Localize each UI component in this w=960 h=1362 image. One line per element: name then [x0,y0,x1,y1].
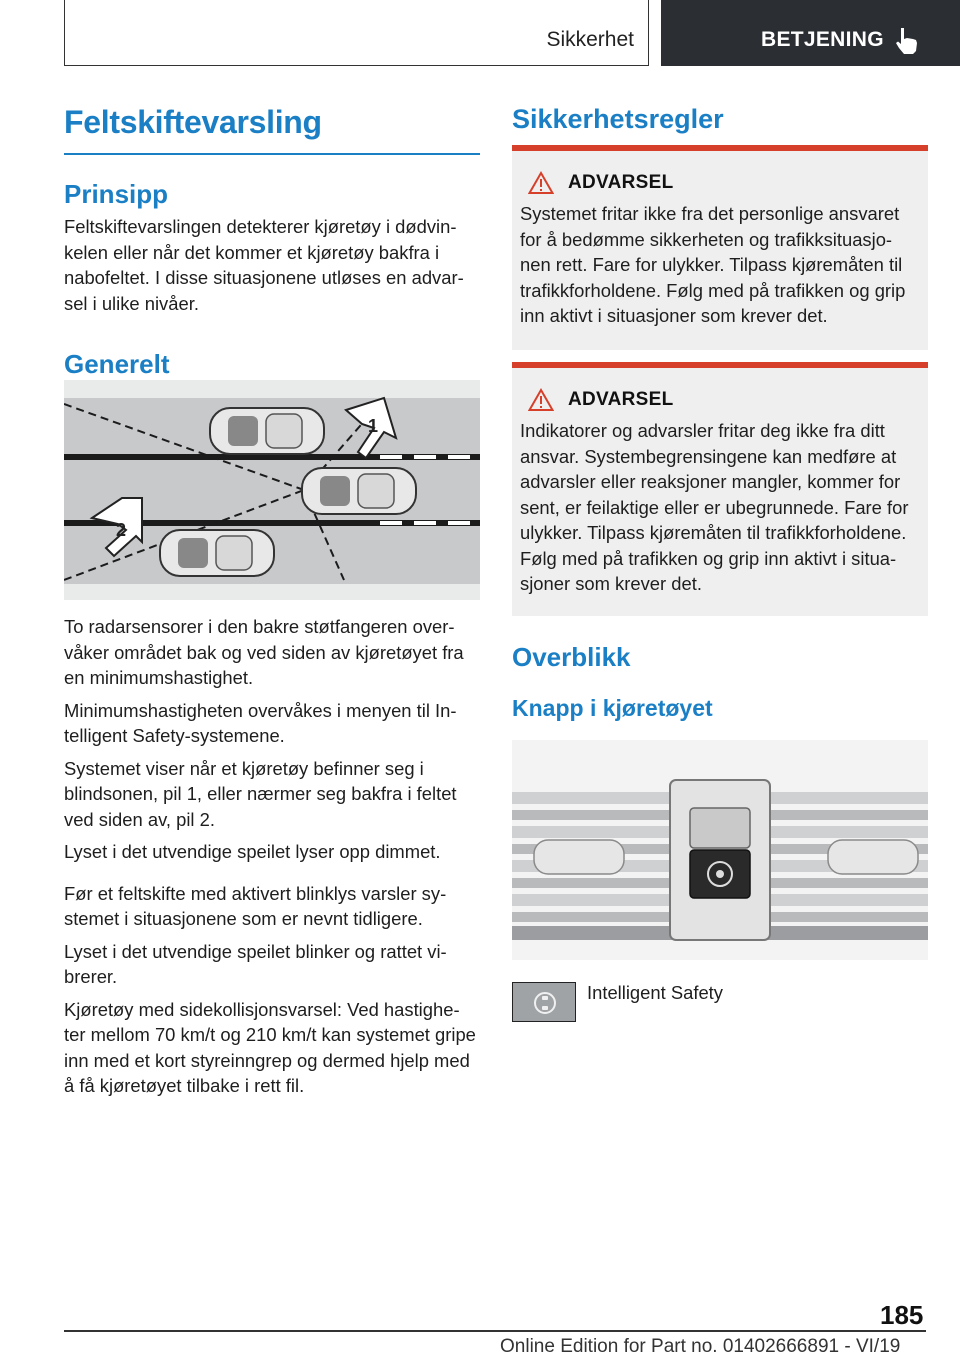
knapp-heading: Knapp i kjøretøyet [512,695,713,721]
lane-dash [380,521,402,525]
arrow-2-label: 2 [116,520,127,540]
paragraph: Lyset i det utvendige speilet blinker og rattet vi-brerer. [64,940,447,987]
upper-button [690,808,750,848]
warning-text: Systemet fritar ikke fra det personlige ansvaret for å bedømme sikkerheten og trafikksituasjo-nen rett. Fare for ulykker. Tilpass kjøremåten til trafikkforholdene. Følg med på trafikken og grip inn aktivt i situasjoner som krever det. [520,203,906,326]
generelt-heading: Generelt [64,349,170,379]
header-section-label: Sikkerhet [546,28,634,51]
overblikk-heading: Overblikk [512,642,631,672]
paragraph: Lyset i det utvendige speilet lyser opp dimmet. [64,841,441,862]
vent-knob-right [828,840,918,874]
warning-box-1 [512,145,928,350]
warning-title [520,388,920,412]
intelligent-safety-button-icon [512,982,576,1022]
left-body [64,614,480,1099]
warning-title [520,171,920,195]
page-title: Feltskiftevarsling [64,104,322,140]
warning-label: ADVARSEL [568,172,674,193]
title-rule [64,153,480,155]
warning-triangle-icon [528,171,554,195]
page-number: 185 [880,1300,924,1330]
paragraph: To radarsensorer i den bakre støtfangeren over-våker området bak og ved siden av kjøretøyet fra en minimumshastighet. [64,616,464,688]
lane-change-diagram [64,380,480,600]
hand-pointer-icon [893,26,921,56]
lane-dash [414,521,436,525]
lane-dash [380,455,402,459]
left-column [64,104,480,380]
car-top [210,408,324,454]
paragraph: Før et feltskifte med aktivert blinklys varsler sy-stemet i situasjonene som er nevnt tidligere. [64,882,447,929]
warning-triangle-icon [528,388,554,412]
header-section-tab [64,0,649,66]
button-caption: Intelligent Safety [587,982,723,1003]
vehicle-button-figure [512,740,928,960]
header-chapter-label: BETJENING [761,28,884,51]
overview-block [512,642,928,722]
lane-dash [448,521,470,525]
footer-edition: Online Edition for Part no. 01402666891 - VI/19 [500,1336,901,1357]
button-panel-svg [512,740,928,960]
car-middle [302,468,416,514]
lane-dash [448,455,470,459]
warning-box-2 [512,362,928,616]
lane-dash [414,455,436,459]
safety-rules-heading: Sikkerhetsregler [512,104,724,134]
paragraph: Kjøretøy med sidekollisjonsvarsel: Ved hastighe-ter mellom 70 km/t og 210 km/t kan systemet gripe inn med et kort styreinngrep og dermed hjelp med å få kjøretøyet tilbake i rett fil. [64,998,476,1096]
lane-diagram-svg [64,380,480,600]
arrow-1-label: 1 [368,416,379,436]
footer-rule [64,1330,926,1332]
prinsipp-heading: Prinsipp [64,179,169,209]
intelligent-safety-icon [513,983,577,1023]
warning-text: Indikatorer og advarsler fritar deg ikke fra ditt ansvar. Systembegrensingene kan medføre at advarsler eller reaksjoner mangler, kommer for sent, er feilaktige eller er ubegrunnede. Fare for ulykker. Tilpass kjøremåten til trafikkforholdene. Følg med på trafikken og grip inn aktivt i situa-sjoner som krever det. [520,420,909,594]
warning-label: ADVARSEL [568,389,674,410]
right-title-block [512,104,928,135]
vent-knob-left [534,840,624,874]
prinsipp-text: Feltskiftevarslingen detekterer kjøretøy i dødvin-kelen eller når det kommer et kjøretøy bakfra i nabofeltet. I disse situasjonene utløses en advar-sel i ulike nivåer. [64,216,464,314]
paragraph: Minimumshastigheten overvåkes i menyen til In-telligent Safety-systemene. [64,699,457,746]
paragraph: Systemet viser når et kjøretøy befinner seg i blindsonen, pil 1, eller nærmer seg bakfra i feltet ved siden av, pil 2. [64,757,457,830]
car-bottom [160,530,274,576]
